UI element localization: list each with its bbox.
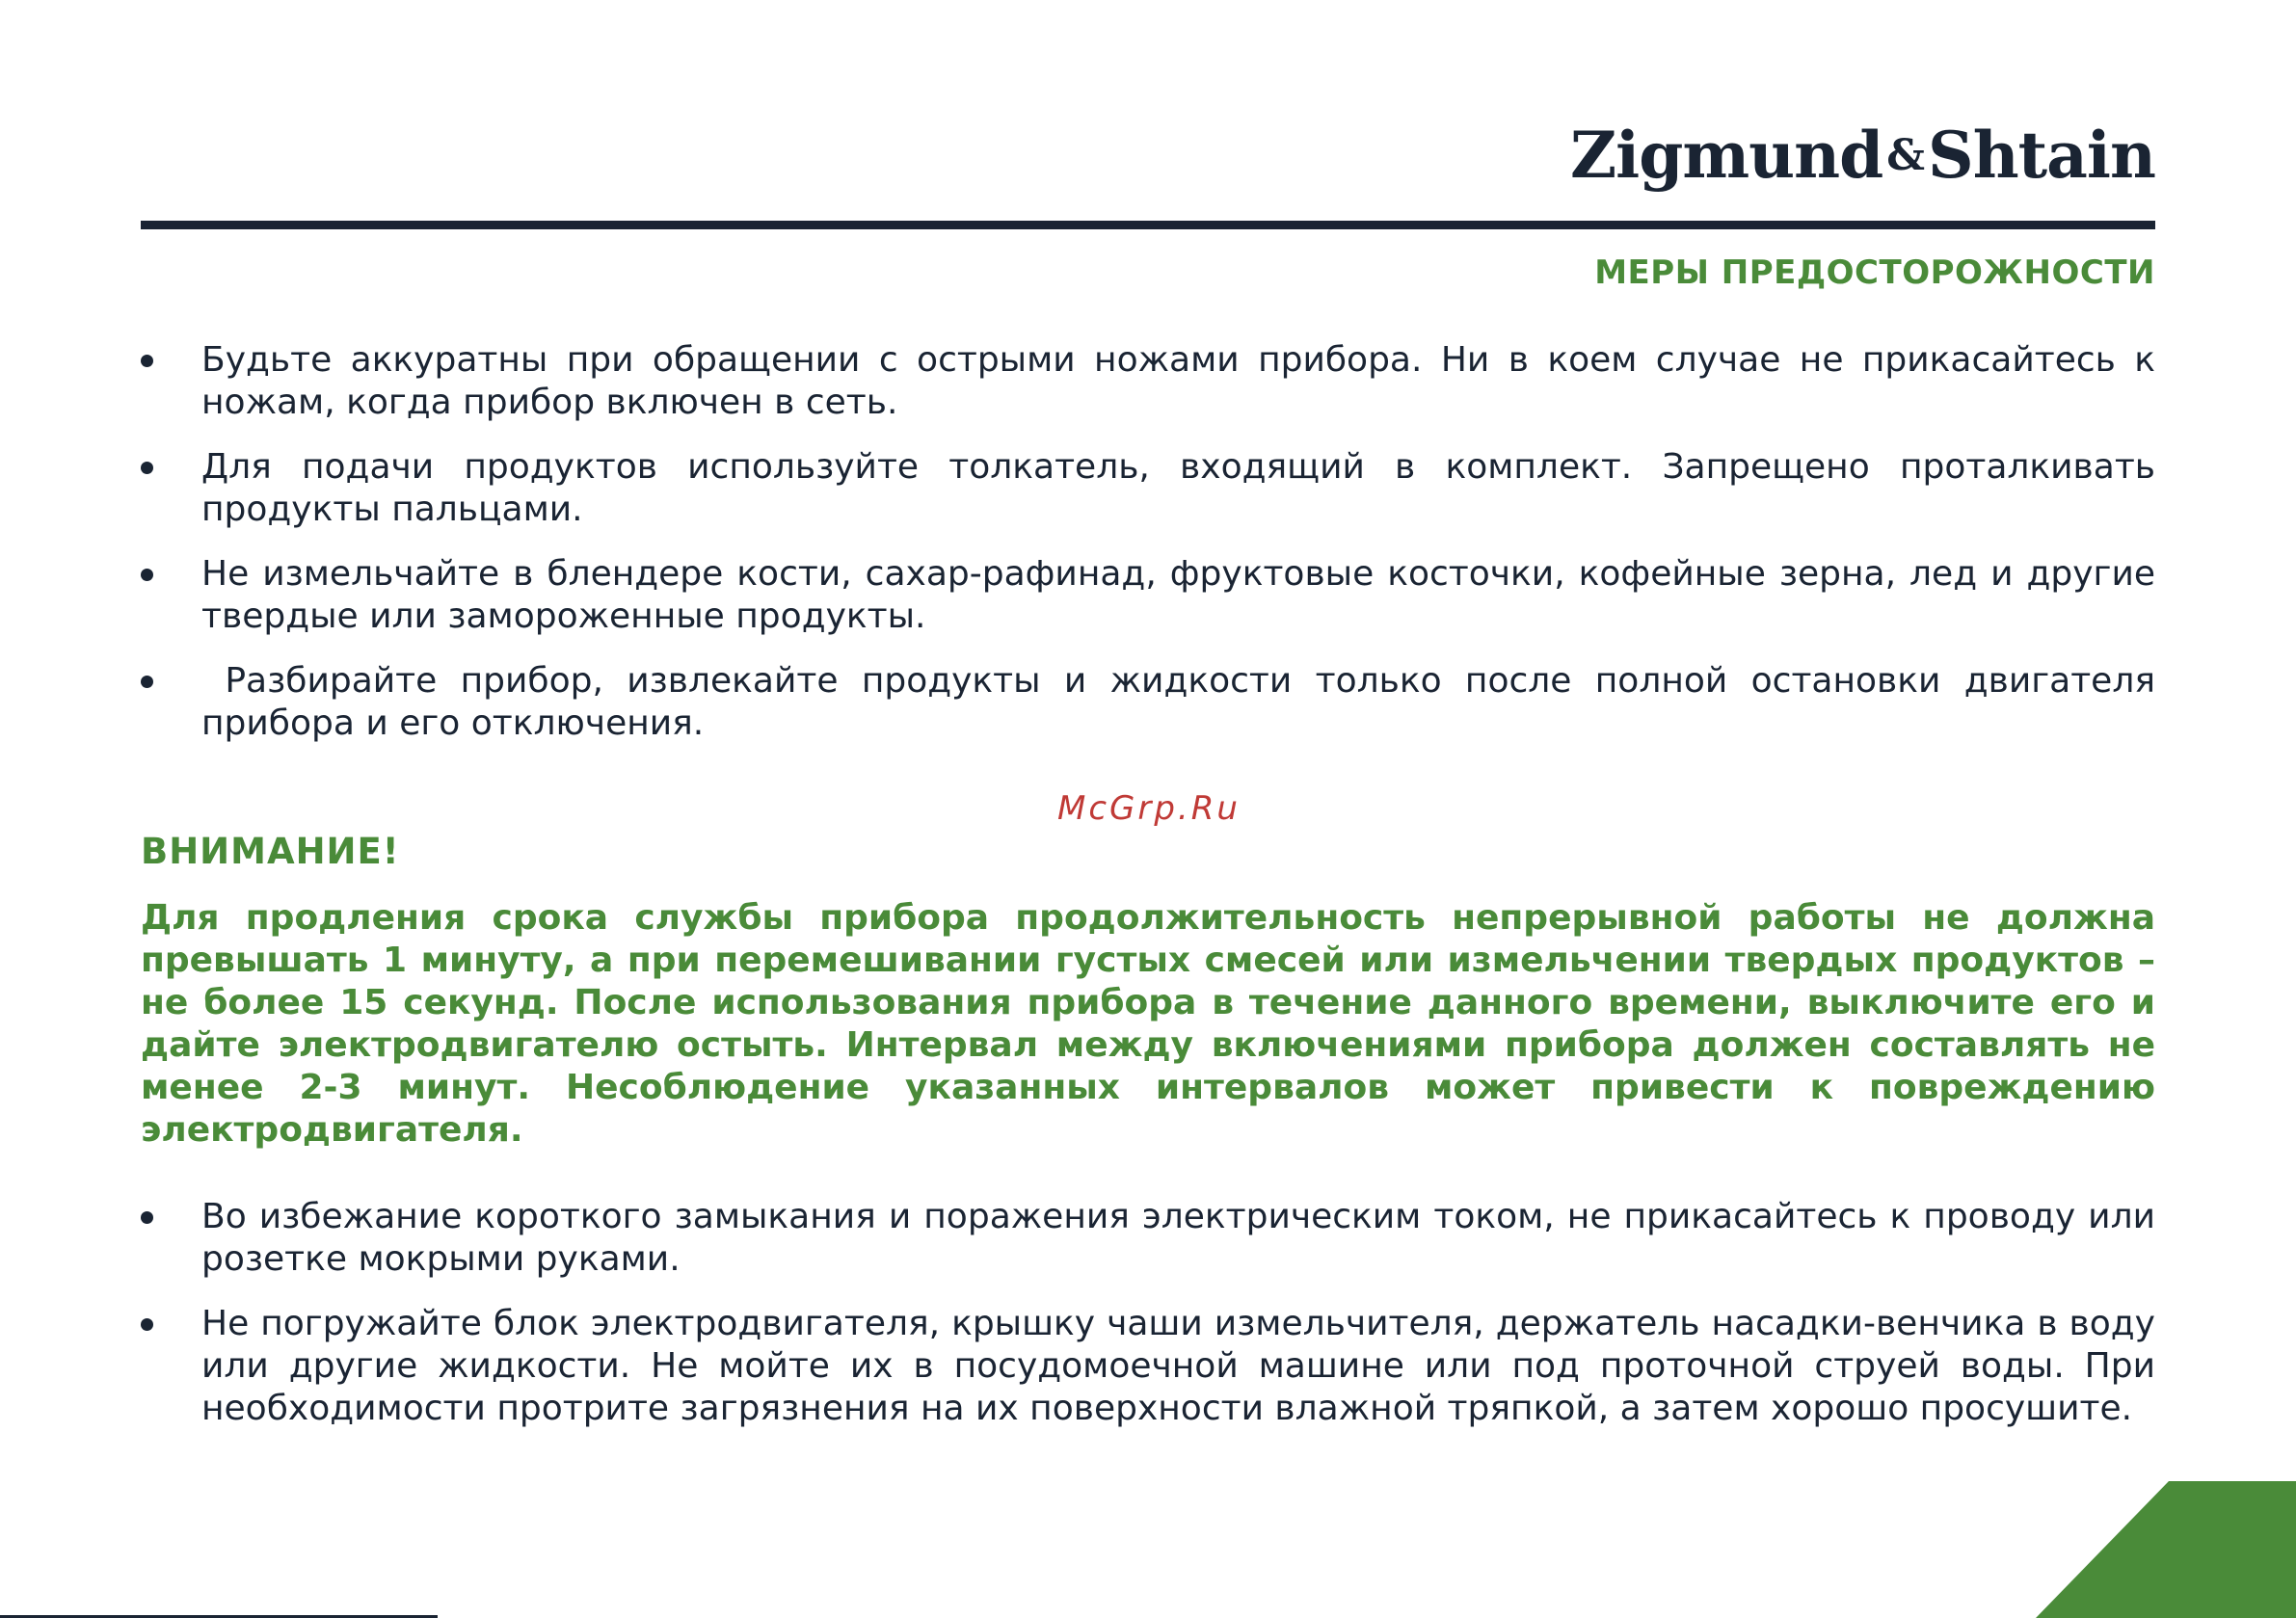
list-item-text: Разбирайте прибор, извлекайте продукты и жидкости только после полной остановки двигателя прибора и его отключения. [201,661,2167,743]
list-item [141,553,2155,638]
list-item [141,660,2167,745]
list-item [141,339,2155,424]
bullet-icon [141,462,153,474]
list-item [141,1303,2155,1430]
watermark: McGrp.Ru [1057,789,1241,828]
attention-heading: ВНИМАНИЕ! [141,831,400,872]
precautions-list-top [141,339,2167,767]
list-item-text: Не погружайте блок электродвигателя, крышку чаши измельчителя, держатель насадки-венчика в воду или другие жидкости. Не мойте их в посудомоечной машине или под проточной струей воды. При необходимости протрите загрязнения на их поверхности влажной тряпкой, а затем хорошо просушите. [201,1304,2155,1428]
precautions-list-bottom [141,1196,2155,1452]
bullet-icon [141,355,153,367]
bullet-icon [141,1211,153,1224]
bullet-icon [141,569,153,581]
bullet-icon [141,676,153,688]
corner-decoration [2036,1481,2296,1618]
header-divider [141,221,2155,229]
list-item [141,1196,2155,1281]
list-item-text: Для подачи продуктов используйте толкатель, входящий в комплект. Запрещено проталкивать продукты пальцами. [201,447,2155,529]
brand-logo [1569,118,2155,193]
list-item-text: Во избежание короткого замыкания и поражения электрическим током, не прикасайтесь к проводу или розетке мокрыми руками. [201,1197,2155,1279]
list-item-text: Будьте аккуратны при обращении с острыми ножами прибора. Ни в коем случае не прикасайтесь к ножам, когда прибор включен в сеть. [201,340,2155,422]
list-item-text: Не измельчайте в блендере кости, сахар-рафинад, фруктовые косточки, кофейные зерна, лед и другие твердые или замороженные продукты. [201,554,2155,636]
brand-name-left: Zigmund [1569,118,1883,193]
brand-ampersand: & [1886,131,1925,180]
brand-name-right: Shtain [1928,118,2155,193]
list-item [141,446,2155,531]
bullet-icon [141,1318,153,1331]
section-title: МЕРЫ ПРЕДОСТОРОЖНОСТИ [1594,253,2155,292]
attention-text: Для продления срока службы прибора продолжительность непрерывной работы не должна превышать 1 минуту, а при перемешивании густых смесей или измельчении твердых продуктов – не более 15 секунд. После использования прибора в течение данного времени, выключите его и дайте электродвигателю остыть. Интервал между включениями прибора должен составлять не менее 2-3 минут. Несоблюдение указанных интервалов может привести к повреждению электродвигателя. [141,898,2155,1150]
